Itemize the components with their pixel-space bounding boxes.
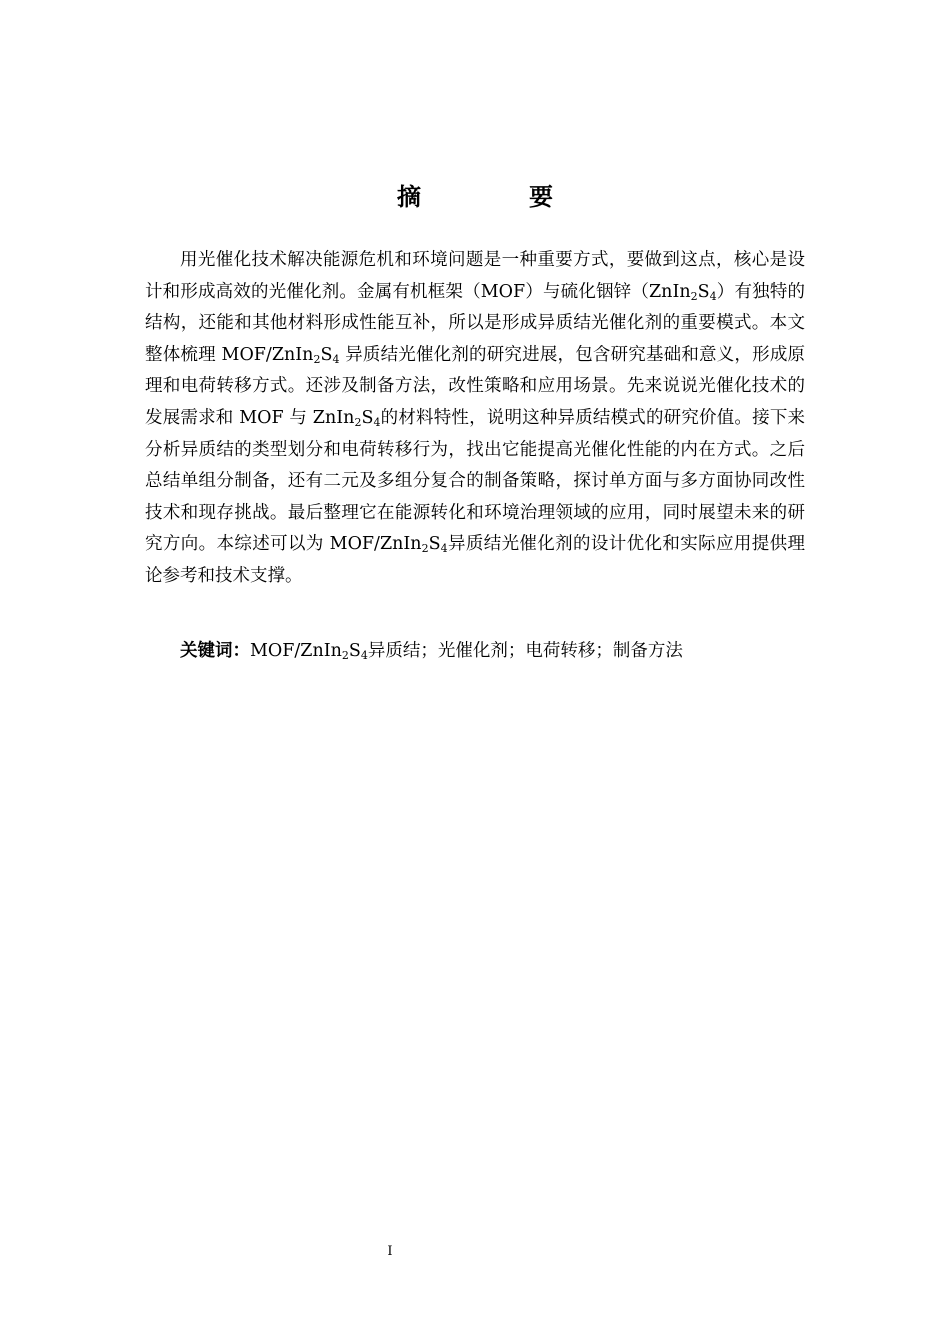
- keywords-line: [145, 636, 805, 668]
- abstract-text: S: [320, 344, 333, 365]
- subscript: 4: [709, 289, 717, 303]
- subscript: 4: [360, 649, 368, 662]
- keywords-text: S: [348, 641, 361, 661]
- abstract-text: 异质结光催化剂的设计优化和实际应用提供理论参考和技术支撑。: [145, 534, 806, 586]
- abstract-text: ）有独特的结构，还能和其他材料形成性能互补，所以是形成异质结光催化剂的重要模式。本文整体梳理 MOF/ZnIn: [145, 281, 805, 365]
- keywords-text: MOF/ZnIn: [250, 641, 342, 661]
- subscript: 4: [332, 352, 340, 366]
- subscript: 4: [440, 542, 448, 556]
- page-number: I: [387, 1244, 393, 1259]
- abstract-paragraph: [145, 245, 805, 593]
- abstract-text: 的材料特性，说明这种异质结模式的研究价值。接下来分析异质结的类型划分和电荷转移行为，找出它能提高光催化性能的内在方式。之后总结单组分制备，还有二元及多组分复合的制备策略，探讨单方面与多方面协同改性技术和现存挑战。最后整理它在能源转化和环境治理领域的应用，同时展望未来的研究方向。本综述可以为 MOF/ZnIn: [145, 407, 806, 555]
- page-title: 摘 要: [397, 183, 595, 211]
- keywords-label: 关键词：: [180, 641, 250, 661]
- abstract-text: S: [361, 407, 374, 428]
- abstract-text: 用光催化技术解决能源危机和环境问题是一种重要方式，要做到这点，核心是设计和形成高效的光催化剂。金属有机框架（MOF）与硫化铟锌（ZnIn: [145, 250, 805, 302]
- abstract-text: 异质结光催化剂的研究进展，包含研究基础和意义，形成原理和电荷转移方式。还涉及制备方法，改性策略和应用场景。先来说说光催化技术的发展需求和 MOF 与 ZnIn: [145, 344, 806, 428]
- subscript: 2: [354, 415, 362, 429]
- subscript: 2: [690, 289, 698, 303]
- subscript: 2: [421, 542, 429, 556]
- subscript: 2: [313, 352, 321, 366]
- keywords-text: 异质结；光催化剂；电荷转移；制备方法: [367, 641, 683, 661]
- subscript: 4: [373, 415, 381, 429]
- abstract-text: S: [697, 281, 710, 302]
- abstract-text: S: [428, 534, 441, 555]
- subscript: 2: [341, 649, 349, 662]
